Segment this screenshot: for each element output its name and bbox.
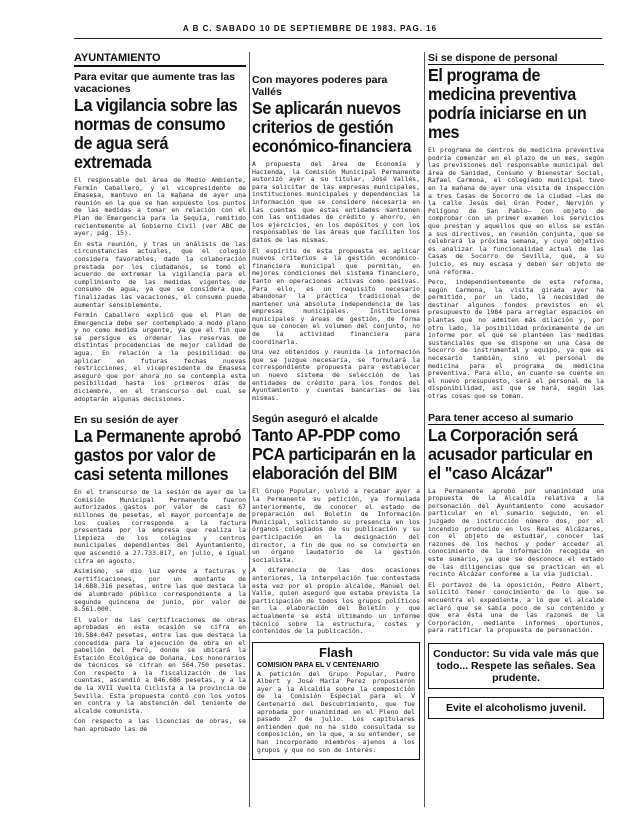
article-kicker: Con mayores poderes para Vallés	[252, 74, 388, 98]
article-kicker: Para evitar que aumente tras las vacaciones	[74, 71, 236, 95]
article-paragraph: El Grupo Popular, volvió a recabar ayer a la Permanente su petición, ya formulada anteriormente, de conocer el estado de preparación del Boletín de Información Municipal, solicitando su presencia en los órganos colegiados de su publicación y su participación en la designación del director, a fin de que no se convierta en un órgano laudatorio de la gestión socialista.	[252, 487, 420, 564]
column-divider	[249, 52, 250, 807]
notice-box: Evite el alcoholismo juvenil.	[428, 697, 604, 719]
article-paragraph: A diferencia de las dos ocasiones anteriores, la interpelación fue contestada esta vez por el propio alcalde, Manuel del Valle, quien aseguró que estaba prevista la participación de todos los grupos políticos en la elaboración del Boletín y que actualmente se está ultimando un informe técnico sobre la estructura, costes y contenidos de la publicación.	[252, 566, 420, 636]
article-headline: Se aplicarán nuevos criterios de gestión económico-financiera	[252, 98, 412, 156]
article-paragraph: Fermín Caballero explicó que el Plan de Emergencia debe ser contemplado a modo plano y no como medida urgente, ya que el fin que se persigue es ordenar las reservas de distintas procedencias de mejor calidad de agua. En relación a la posibilidad de aplicar en futuras fechas nuevas restricciones, el vicepresidente de Emasesa aseguró que por ahora no se contempla esta posibilidad hasta los primeros días de diciembre, en el transcurso del cual se adoptarán algunas decisiones.	[74, 311, 246, 403]
notice-box: Conductor: Su vida vale más que todo... Respete las señales. Sea prudente.	[428, 643, 604, 689]
article-kicker: Si se dispone de personal	[428, 52, 604, 65]
flash-paragraph: A petición del Grupo Popular, Pedro Albert y José María Perez propusieron ayer a la Alcaldía sobre la composición de la Comisión Especial para el V Centenario del Descubrimiento, que fue aprobada por unanimidad en el Pleno del pasado 27 de julio. Los capitulares entienden que no ha sido consultada su composición, en la que, a su entender, se han incorporado miembros ajenos a los grupos y que no son de interés.	[257, 669, 415, 754]
flash-subtitle: COMISION PARA EL V CENTENARIO	[257, 661, 379, 669]
article-paragraph: El espíritu de esta propuesta es aplicar nuevos criterios a la gestión económico-financiera municipal que permitan, en mejores condiciones del sistema financiero, tanto en operaciones activas como pasivas. Para ello, es un requisito necesario abandonar la práctica tradicional de mantener una absoluta independencia de las empresas municipales. Instituciones municipales y áreas de gestión, de forma que se conocen el volumen del conjunto, no de la actividad financiera para coordinarla.	[252, 246, 420, 346]
flash-box	[252, 642, 420, 761]
section-title: AYUNTAMIENTO	[74, 52, 246, 67]
column-right	[428, 52, 604, 719]
article-headline: Tanto AP-PDP como PCA participarán en la elaboración del BIM	[252, 425, 416, 484]
article-paragraph: El responsable del área de Medio Ambiente, Fermín Caballero, y el vicepresidente de Emasesa, mantuvo en la mañana de ayer una reunión en la que se han expuesto los puntos de las medidas a tomar en relación con el Plan de Emergencia para la Sequía, remitido recientemente al Gobierno Civil (ver ABC de ayer, pág. 15).	[74, 176, 246, 238]
article-headline: La Permanente aprobó gastos por valor de casi setenta millones	[74, 426, 242, 485]
article-paragraph: Una vez obtenidos y reunida la información que se juzgue necesaria, se formulará la correspondiente propuesta para establecer un nuevo sistema de selección de las entidades de crédito para los fondos del Ayuntamiento y cuentas bancarias de las mismas.	[252, 348, 420, 402]
article-paragraph: El valor de las certificaciones de obras aprobadas en esta ocasión se cifra en 10.584.047 pesetas, entre las que destaca la concedida para la ejecución de obra en el pabellón del Perú, donde se ubicará la Estación Ecológica de Doñana. Los honorarios de técnicos se cifran en 564.750 pesetas. Con respecto a la fiscalización de las cuentas, ascendió a 846.686 pesetas, y a la de la XVII Vuelta Ciclista a la provincia de Sevilla. Esta propuesta contó con los votos en contra y la abstención del teniente de alcalde comunista.	[74, 615, 246, 715]
article-kicker: En su sesión de ayer	[74, 414, 179, 427]
article-headline: El programa de medicina preventiva podría iniciarse en un mes	[428, 65, 587, 142]
page-header: A B C. SABADO 10 DE SEPTIEMBRE DE 1983. PAG. 16	[182, 24, 438, 33]
header-rule	[74, 38, 602, 39]
article-paragraph: Pero, independientemente de esta reforma, según Carmona, la visita girada ayer ha permitido, por un lado, la necesidad de destinar algunos fondos previstos en el presupuesto de 1984 para arreglar espacios en plantas que no admiten más dilación y, por otro lado, la posibilidad próximamente de un informe por el que se planteen las medidas sustanciales que se dispone en una Casa de Socorro de instrumental y equipo, ya que es necesario también, sino el personal de medicina para el programa de medicina preventiva. Para ello, en cuanto se cuente en el nuevo presupuesto, será el personal de la disponibilidad, así que se hará, según las otras cosas que se toman.	[428, 278, 604, 400]
article-paragraph: El programa de centros de medicina preventiva podría comenzar en el plazo de un mes, según las previsiones del responsable municipal del área de Sanidad, Consumo y Bienestar Social, Rafael Carmona, el colegiado municipal tuvo en la mañana de ayer una visita de inspección a tres Casas de Socorro de la ciudad —las de la calle Jesús del Gran Poder, Nervión y Polígono de San Pablo— con objeto de comprobar con un primer examen los servicios que prestan y aquellos que en ellos se están a sus directivos, en reunión conjunta, que se celebrará la próxima semana, y cuyo objetivo es analizar la funcionalidad actual de las Casas de Socorro de Sevilla, que, a su juicio, es muy escasa y deben ser objeto de una reforma.	[428, 146, 604, 276]
article-paragraph: El portavoz de la oposición, Pedro Albert, solicitó tener conocimiento de lo que se encuentra el expediente, a lo que el alcalde aclaró que se sabía poco de su contenido y que era ésta una de las razones de la Corporación, mediante informes oportunos, para ratificar la propuesta de personación.	[428, 580, 604, 635]
article-paragraph: Con respecto a las licencias de obras, se han aprobado las de	[74, 717, 246, 734]
column-middle	[252, 52, 420, 760]
article-paragraph: A propuesta del área de Economía y Hacienda, la Comisión Municipal Permanente autorizó ayer a su titular, José Vallés, para solicitar de las empresas municipales, instituciones municipales y dependencias la información que se considere necesaria en las cuentas que estas entidades mantienen con las entidades de crédito y ahorro, en los ejercicios, en los depósitos y con los responsables de las áreas que faciliten los datos de las mismas.	[252, 160, 420, 244]
article-paragraph: Asimismo, se dio luz verde a facturas y certificaciones, por un montante de 14.688.316 pesetas, entre las que destaca la de alumbrado público correspondiente a la segunda quincena de junio, por valor de 8.561.000.	[74, 567, 246, 614]
article-paragraph: La Permanente aprobó por unanimidad una propuesta de la Alcaldía relativa a la personación del Ayuntamiento como acusador particular en el sumario seguido, en el juzgado de instrucción número dos, por el incendio producido en los Reales Alcázares, con el objeto de estudiar, conocer las razones de los hechos y poder acceder al conocimiento de la información recogida en este sumario, ya que se desconoce el estado de las diligencias que se practican en el recinto Alcázar conforme a la vía judicial.	[428, 486, 604, 579]
article-paragraph: En el transcurso de la sesión de ayer de la Comisión Municipal Permanente fueron autorizados gastos por valor de casi 67 millones de pesetas, el mayor porcentaje de los cuales corresponde a la factura presentada por la empresa que realiza la limpieza de los colegios y centros municipales dependientes del Ayuntamiento, que ascendió a 27.733.817, en julio, e igual cifra en agosto.	[74, 488, 246, 565]
article-headline: La Corporación será acusador particular en el "caso Alcázar"	[428, 424, 593, 483]
column-divider	[424, 52, 425, 807]
article-headline: La vigilancia sobre las normas de consumo de agua será extremada	[74, 95, 238, 172]
article-kicker: Para tener acceso al sumario	[428, 412, 604, 425]
column-left	[74, 52, 246, 737]
article-paragraph: En esta reunión, y tras un análisis de las circunstancias actuales, que el colegio considera favorables, dado la colaboración prestada por los ciudadanos, se tomó el acuerdo de extremar la vigilancia para el cumplimiento de las medidas vigentes de consumo de agua, ya que se considera que, finalizadas las vacaciones, el consumo puede aumentar sensiblemente.	[74, 239, 246, 309]
article-kicker: Según aseguró el alcalde	[252, 413, 379, 426]
flash-title: Flash	[319, 644, 353, 660]
